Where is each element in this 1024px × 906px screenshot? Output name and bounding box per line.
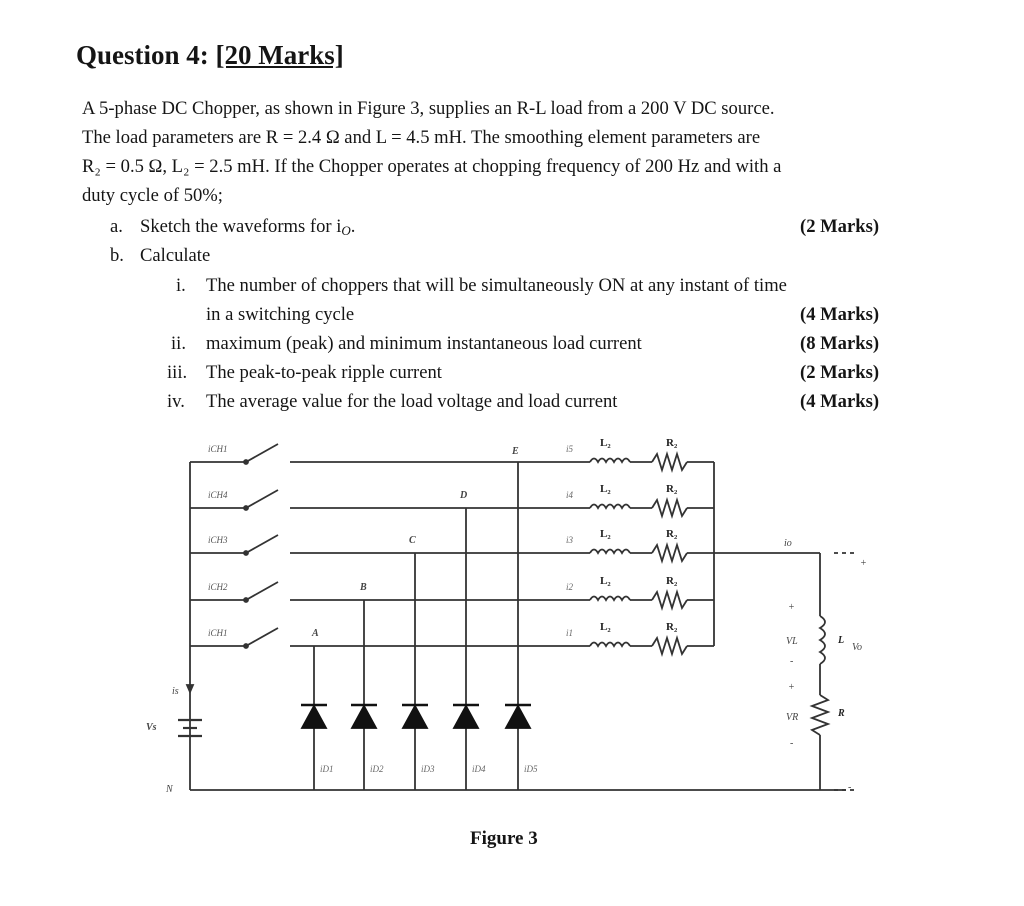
part-b-text: Calculate (140, 245, 211, 266)
freewheeling-diode (403, 706, 427, 728)
branch-current-label: i4 (566, 490, 574, 500)
branch-current-label: i2 (566, 582, 574, 592)
output-current-label: io (784, 538, 792, 549)
vr-minus-sign: - (790, 738, 794, 749)
subpart-marks: (2 Marks) (800, 362, 880, 383)
subpart-marks: (4 Marks) (800, 304, 880, 325)
subpart-text: The peak-to-peak ripple current (206, 362, 442, 383)
part-a-subscript: O (341, 223, 351, 238)
diode-current-label: iD3 (421, 764, 435, 774)
source-voltage-label: Vs (146, 722, 157, 733)
phase-row-2 (190, 582, 714, 790)
resistor-voltage-label: VR (786, 712, 799, 723)
phase-row-3 (190, 535, 714, 790)
subpart-text: The number of choppers that will be simultaneously ON at any instant of time (206, 275, 787, 296)
load-resistor-label: R (838, 708, 845, 719)
subpart-marks: (4 Marks) (800, 391, 880, 412)
phase-row-4 (190, 490, 714, 790)
vl-plus-sign: + (788, 602, 795, 613)
part-a-marks: (2 Marks) (800, 216, 880, 237)
inductor-label: L₂ (600, 437, 611, 449)
branch-current-label: i5 (566, 444, 574, 454)
diode-current-label: iD5 (524, 764, 538, 774)
vl-minus-sign: - (790, 656, 794, 667)
resistor-label: R₂ (666, 483, 678, 495)
freewheeling-diode (506, 706, 530, 728)
output-voltage-label: Vo (852, 642, 862, 653)
node-label: A (312, 628, 319, 639)
inductor-voltage-label: VL (786, 636, 798, 647)
question-title: Question 4: (76, 40, 209, 70)
source-current-arrow (187, 685, 193, 692)
branch-current-label: i3 (566, 535, 574, 545)
inductor-label: L₂ (600, 621, 611, 633)
branch-current-label: i1 (566, 628, 574, 638)
intro-line: R₂ = 0.5 Ω, L₂ = 2.5 mH. If the Chopper operates at chopping frequency of 200 Hz and with a (82, 156, 782, 177)
resistor-label: R₂ (666, 437, 678, 449)
node-label: C (409, 535, 416, 546)
freewheeling-diode (302, 706, 326, 728)
intro-line: duty cycle of 50%; (82, 185, 223, 206)
resistor-label: R₂ (666, 621, 678, 633)
resistor-label: R₂ (666, 528, 678, 540)
subpart-number: iii. (167, 362, 188, 383)
node-label: E (512, 446, 519, 457)
switch-current-label: iCH1 (208, 628, 228, 638)
freewheeling-diode (352, 706, 376, 728)
part-a-label: Sketch the waveforms for i (140, 216, 342, 237)
subpart-text: The average value for the load voltage and load current (206, 391, 618, 412)
part-a-letter: a. (110, 216, 123, 237)
subpart-number: iv. (167, 391, 185, 412)
load-inductor-symbol (820, 616, 825, 664)
part-b-letter: b. (110, 245, 124, 266)
output-minus-sign: - (848, 782, 852, 793)
load-resistor-symbol (812, 695, 828, 735)
ground-node-label: N (166, 784, 173, 795)
switch-current-label: iCH1 (208, 444, 228, 454)
inductor-label: L₂ (600, 483, 611, 495)
switch-current-label: iCH2 (208, 582, 228, 592)
load-inductor-label: L (838, 635, 845, 646)
diode-current-label: iD4 (472, 764, 486, 774)
diode-current-label: iD2 (370, 764, 384, 774)
node-label: B (360, 582, 367, 593)
inductor-label: L₂ (600, 528, 611, 540)
intro-line: The load parameters are R = 2.4 Ω and L = 4.5 mH. The smoothing element parameters are (82, 127, 761, 148)
source-current-label: is (172, 686, 179, 697)
subpart-number: i. (176, 275, 186, 296)
vr-plus-sign: + (788, 682, 795, 693)
figure-caption: Figure 3 (470, 828, 538, 849)
subpart-text: maximum (peak) and minimum instantaneous load current (206, 333, 642, 354)
subpart-marks: (8 Marks) (800, 333, 880, 354)
inductor-label: L₂ (600, 575, 611, 587)
node-label: D (460, 490, 468, 501)
switch-current-label: iCH4 (208, 490, 228, 500)
subpart-text-cont: in a switching cycle (206, 304, 355, 325)
phase-row-1 (190, 628, 714, 790)
resistor-label: R₂ (666, 575, 678, 587)
output-plus-sign: + (860, 558, 867, 569)
switch-current-label: iCH3 (208, 535, 228, 545)
subpart-number: ii. (171, 333, 186, 354)
part-a-tail: . (350, 216, 356, 237)
intro-line: A 5-phase DC Chopper, as shown in Figure 3, supplies an R-L load from a 200 V DC source. (82, 98, 775, 119)
diode-current-label: iD1 (320, 764, 334, 774)
freewheeling-diode (454, 706, 478, 728)
question-total-marks: [20 Marks] (215, 40, 344, 70)
